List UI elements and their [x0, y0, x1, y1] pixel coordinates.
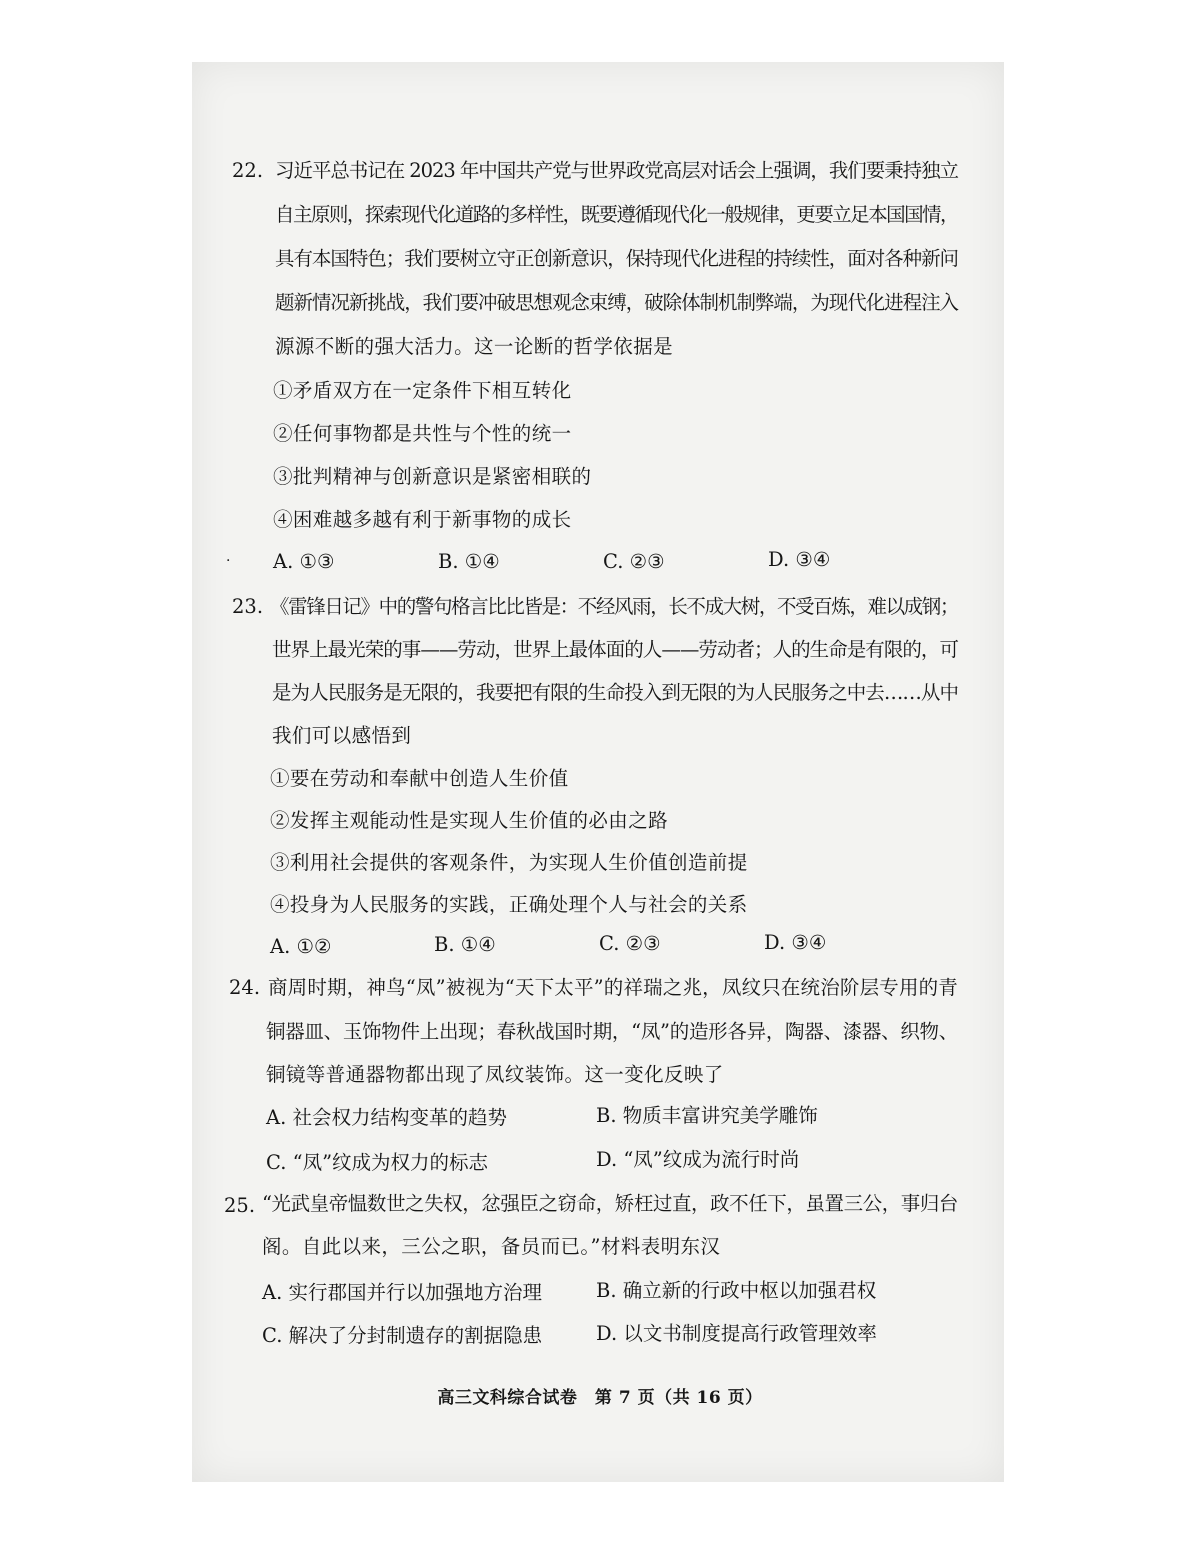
question-24-text-line-2: 铜器皿、玉饰物件上出现；春秋战国时期，“凤”的造形各异，陶器、漆器、织物、 [266, 1020, 958, 1043]
question-25-text-line-2: 阁。自此以来，三公之职，备员而已。”材料表明东汉 [262, 1235, 721, 1258]
question-23-option-b: B. ①④ [434, 933, 496, 956]
question-24-option-c: C. “凤”纹成为权力的标志 [266, 1151, 489, 1174]
question-25-number: 25. [224, 1194, 256, 1217]
question-23-option-d: D. ③④ [764, 931, 827, 954]
question-22-item-3: ③批判精神与创新意识是紧密相联的 [273, 465, 592, 488]
question-22-option-d: D. ③④ [768, 548, 831, 571]
question-25-option-b: B. 确立新的行政中枢以加强君权 [596, 1279, 877, 1302]
question-22-text-line-5: 源源不断的强大活力。这一论断的哲学依据是 [275, 335, 674, 358]
question-24-text-line-1: 商周时期，神鸟“凤”被视为“天下太平”的祥瑞之兆，凤纹只在统治阶层专用的青 [268, 976, 958, 999]
question-24-option-d: D. “凤”纹成为流行时尚 [596, 1148, 800, 1171]
question-23-text-line-4: 我们可以感悟到 [272, 724, 412, 747]
question-24-number: 24. [229, 976, 261, 999]
question-22-item-2: ②任何事物都是共性与个性的统一 [273, 422, 572, 445]
question-22-option-b: B. ①④ [438, 550, 500, 573]
question-22-option-a: A. ①③ [273, 550, 335, 573]
question-23-item-3: ③利用社会提供的客观条件，为实现人生价值创造前提 [270, 851, 748, 874]
question-22-number: 22. [232, 159, 264, 182]
question-22-text-line-4: 题新情况新挑战，我们要冲破思想观念束缚，破除体制机制弊端，为现代化进程注入 [275, 291, 958, 314]
question-22-text-line-1: 习近平总书记在 2023 年中国共产党与世界政党高层对话会上强调，我们要秉持独立 [275, 159, 958, 182]
question-22-text-line-2: 自主原则，探索现代化道路的多样性，既要遵循现代化一般规律，更要立足本国国情， [275, 203, 958, 226]
question-24-option-a: A. 社会权力结构变革的趋势 [266, 1106, 507, 1129]
question-25-text-line-1: “光武皇帝愠数世之失权，忿强臣之窃命，矫枉过直，政不任下，虽置三公，事归台 [262, 1192, 958, 1215]
question-22-text-line-3: 具有本国特色；我们要树立守正创新意识，保持现代化进程的持续性，面对各种新问 [275, 247, 958, 270]
question-22-item-4: ④困难越多越有利于新事物的成长 [273, 508, 572, 531]
question-23-option-c: C. ②③ [599, 932, 661, 955]
question-25-option-c: C. 解决了分封制遗存的割据隐患 [262, 1324, 543, 1347]
question-25-option-a: A. 实行郡国并行以加强地方治理 [262, 1281, 542, 1304]
question-23-number: 23. [232, 595, 264, 618]
page-footer: 高三文科综合试卷 第 7 页（共 16 页） [437, 1388, 763, 1408]
question-23-text-line-2: 世界上最光荣的事——劳动，世界上最体面的人——劳动者；人的生命是有限的，可 [272, 638, 958, 661]
question-22-option-c: C. ②③ [603, 550, 665, 573]
scan-speck: · [226, 553, 231, 569]
question-23-option-a: A. ①② [270, 935, 332, 958]
question-23-text-line-1: 《雷锋日记》中的警句格言比比皆是：不经风雨，长不成大树，不受百炼，难以成钢； [270, 595, 958, 618]
question-24-option-b: B. 物质丰富讲究美学雕饰 [596, 1104, 818, 1127]
question-23-item-1: ①要在劳动和奉献中创造人生价值 [270, 767, 569, 790]
question-23-text-line-3: 是为人民服务是无限的，我要把有限的生命投入到无限的为人民服务之中去……从中 [272, 681, 958, 704]
question-23-item-2: ②发挥主观能动性是实现人生价值的必由之路 [270, 809, 669, 832]
question-25-option-d: D. 以文书制度提高行政管理效率 [596, 1322, 877, 1345]
question-23-item-4: ④投身为人民服务的实践，正确处理个人与社会的关系 [270, 893, 748, 916]
question-22-item-1: ①矛盾双方在一定条件下相互转化 [273, 379, 572, 402]
question-24-text-line-3: 铜镜等普通器物都出现了凤纹装饰。这一变化反映了 [266, 1063, 724, 1086]
